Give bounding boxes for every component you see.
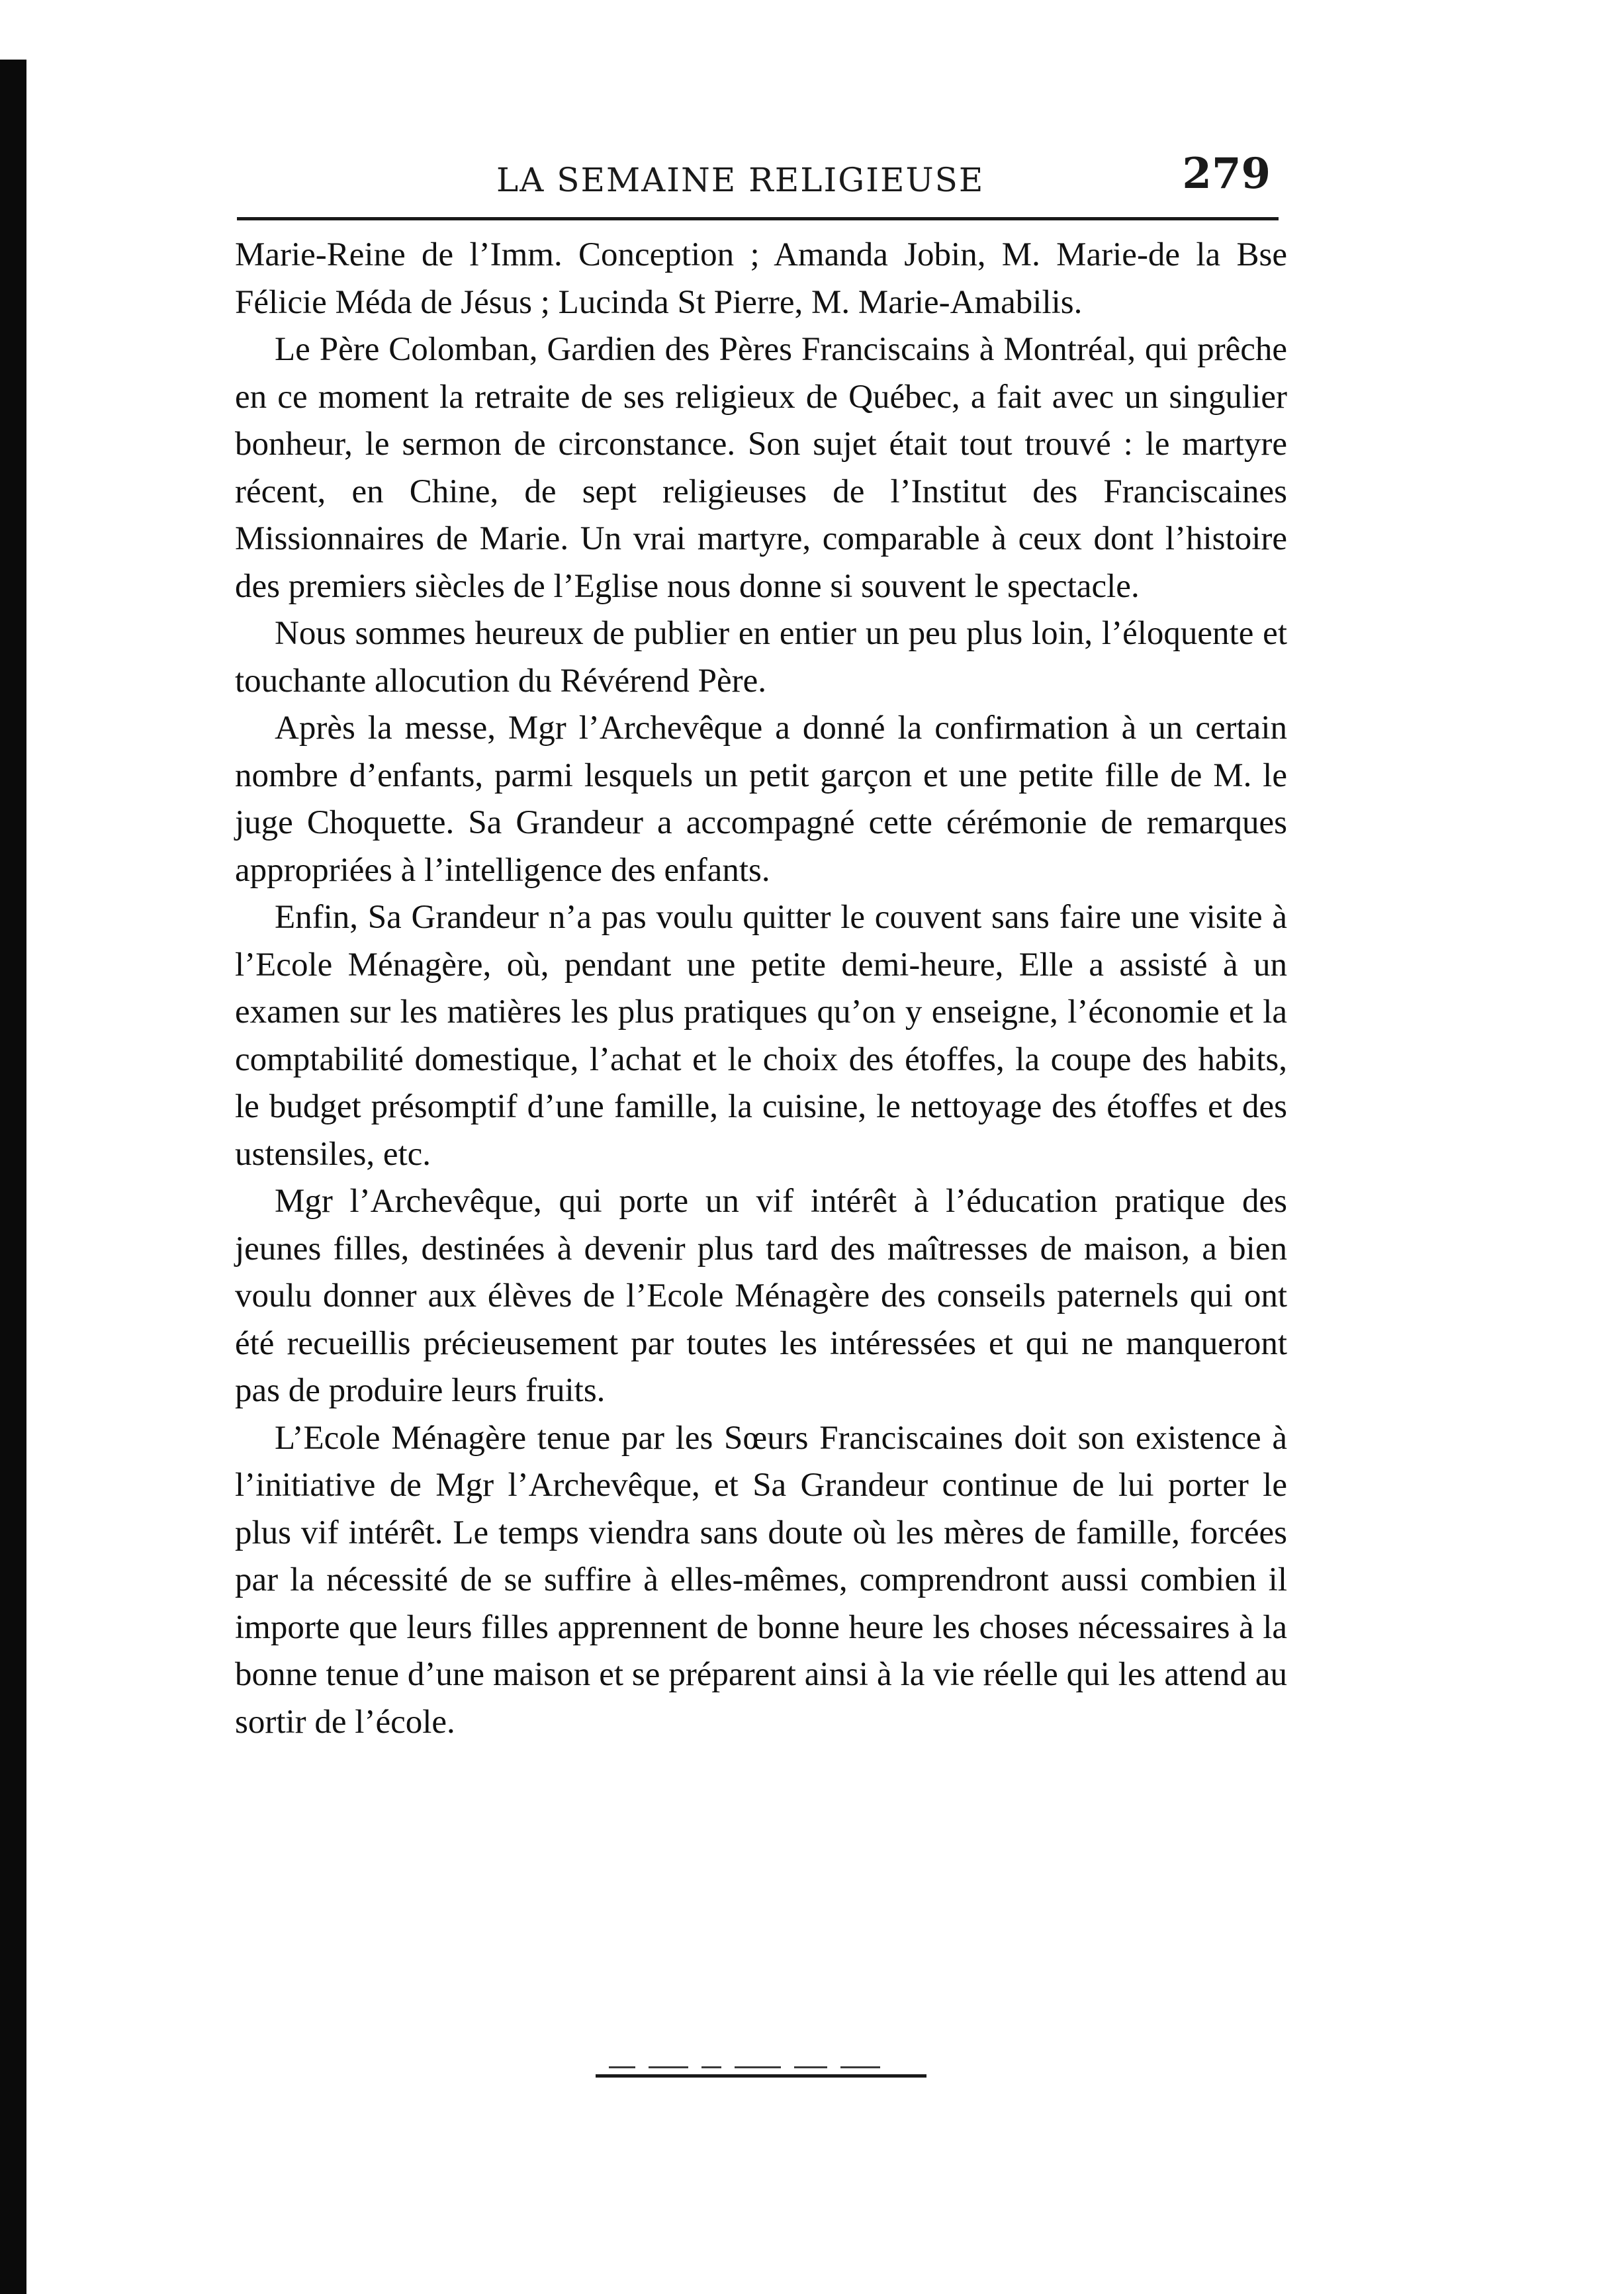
paragraph-4: Après la messe, Mgr l’Archevêque a donné la confirmation à un certain nombre d’enfants, parmi lesquels un petit garçon et une petite fille de M. le juge Choquette. Sa Grandeur a accompagné cette cérémonie de remarques appropriées à l’intelligence des enfants. [235, 710, 1287, 889]
header-rule [237, 217, 1279, 220]
article-body [235, 232, 1287, 1746]
page-binding-edge [0, 60, 26, 2294]
end-of-article-rule [596, 2066, 926, 2078]
paragraph-2: Le Père Colomban, Gardien des Pères Franciscains à Montréal, qui prêche en ce moment la retraite de ses religieux de Québec, a fait avec un singulier bonheur, le sermon de circonstance. Son sujet était tout trouvé : le martyre récent, en Chine, de sept religieuses de l’Institut des Franciscaines Missionnaires de Marie. Un vrai martyre, comparable à ceux dont l’histoire des premiers siècles de l’Eglise nous donne si souvent le spectacle. [235, 331, 1287, 605]
paragraph-1: Marie-Reine de l’Imm. Conception ; Amanda Jobin, M. Marie-de la Bse Félicie Méda de Jésus ; Lucinda St Pierre, M. Marie-Amabilis. [235, 236, 1287, 321]
paragraph-7: L’Ecole Ménagère tenue par les Sœurs Franciscaines doit son existence à l’initiative de Mgr l’Archevêque, et Sa Grandeur continue de lui porter le plus vif intérêt. Le temps viendra sans doute où les mères de famille, forcées par la nécessité de se suffire à elles-mêmes, comprendront aussi combien il importe que leurs filles apprennent de bonne heure les choses nécessaires à la bonne tenue d’une maison et se préparent ainsi à la vie réelle qui les attend au sortir de l’école. [235, 1419, 1287, 1741]
page-header [238, 149, 1284, 208]
paragraph-6: Mgr l’Archevêque, qui porte un vif intérêt à l’éducation pratique des jeunes filles, destinées à devenir plus tard des maîtresses de maison, a bien voulu donner aux élèves de l’Ecole Ménagère des conseils paternels qui ont été recueillis précieusement par toutes les intéressées et qui ne manqueront pas de produire leurs fruits. [235, 1183, 1287, 1409]
page-number: 279 [1182, 149, 1271, 199]
paragraph-3: Nous sommes heureux de publier en entier un peu plus loin, l’éloquente et touchante allocution du Révérend Père. [235, 615, 1287, 700]
paragraph-5: Enfin, Sa Grandeur n’a pas voulu quitter le couvent sans faire une visite à l’Ecole Ménagère, où, pendant une petite demi-heure, Elle a assisté à un examen sur les matières les plus pratiques qu’on y enseigne, l’économie et la comptabilité domestique, l’achat et le choix des étoffes, la coupe des habits, le budget présomptif d’une famille, la cuisine, le nettoyage des étoffes et des ustensiles, etc. [235, 899, 1287, 1173]
running-title: LA SEMAINE RELIGIEUSE [496, 161, 985, 199]
